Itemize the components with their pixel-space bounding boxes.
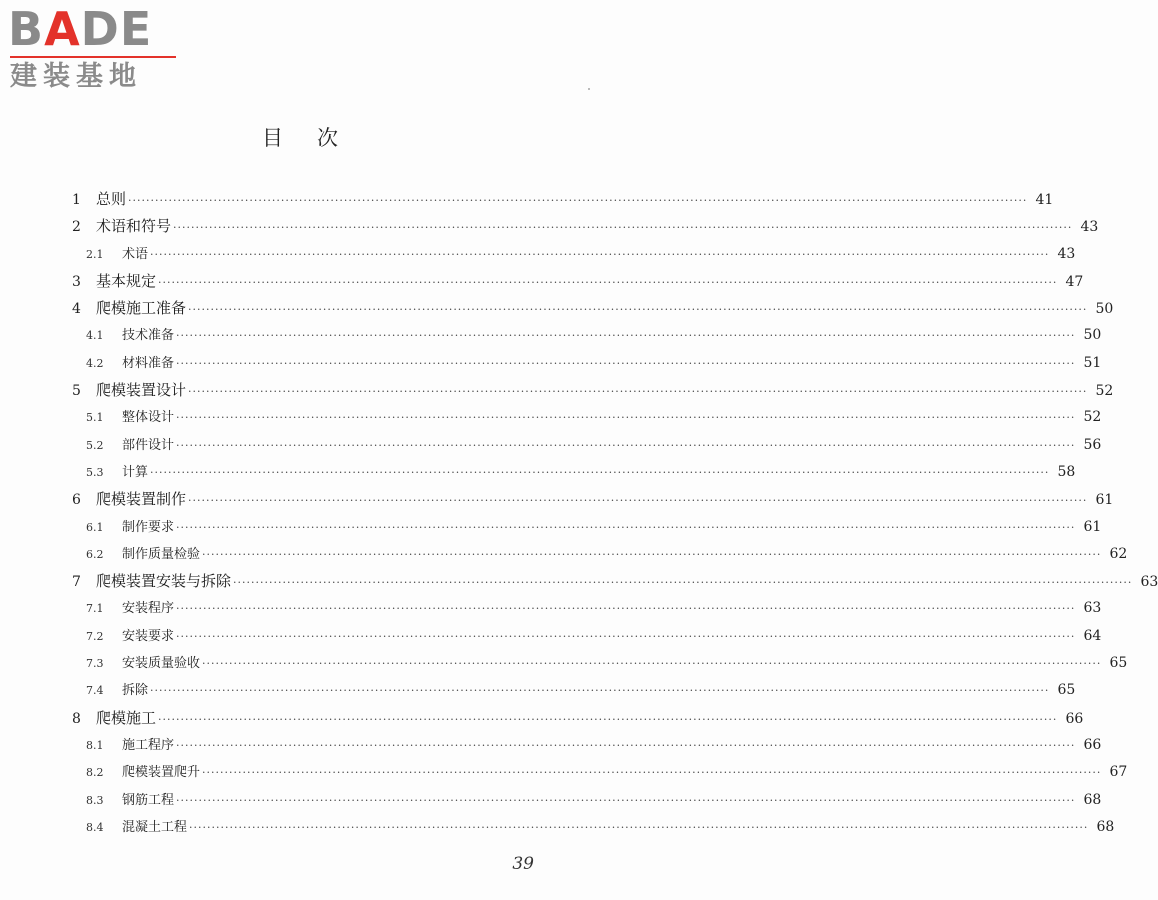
toc-entry-number: 5 (72, 383, 81, 400)
page-number: 39 (512, 854, 534, 874)
toc-leader-dots: ········································································································································································································ (202, 766, 1102, 780)
toc-entry (72, 734, 1102, 761)
toc-entry (72, 543, 1128, 570)
toc-entry-number: 7.3 (86, 657, 104, 671)
toc-entry-page: 65 (1109, 655, 1128, 672)
toc-leader-dots: ········································································································································································································ (150, 684, 1050, 698)
toc-leader-dots: ········································································································································································································ (176, 329, 1076, 343)
toc-entry-page: 52 (1095, 383, 1114, 400)
toc-entry (72, 789, 1102, 816)
toc-entry (72, 243, 1076, 270)
toc-entry (72, 324, 1102, 351)
toc-entry-title: 爬模装置爬升 (122, 765, 201, 781)
toc-entry-page: 50 (1083, 327, 1102, 344)
toc-entry-number: 7 (72, 574, 81, 591)
toc-entry (72, 625, 1102, 652)
toc-leader-dots: ········································································································································································································ (176, 411, 1076, 425)
toc-entry-title: 整体设计 (122, 410, 175, 426)
toc-entry-page: 63 (1083, 600, 1102, 617)
toc-leader-dots: ········································································································································································································ (150, 247, 1050, 261)
toc-entry (72, 379, 1114, 406)
toc-entry-page: 63 (1140, 574, 1158, 591)
toc-entry-number: 6 (72, 492, 81, 509)
toc-entry-number: 3 (72, 273, 81, 290)
toc-entry-title: 制作要求 (122, 519, 175, 535)
toc-entry (72, 461, 1076, 488)
toc-entry-number: 7.4 (86, 684, 104, 698)
toc-entry-number: 5.1 (86, 411, 104, 425)
toc-entry-title: 爬模施工 (96, 708, 157, 727)
toc-entry (72, 297, 1114, 324)
logo-subtitle: 建装基地 (10, 61, 142, 92)
toc-entry-page: 64 (1083, 627, 1102, 644)
toc-entry (72, 188, 1054, 215)
toc-entry-page: 51 (1083, 354, 1102, 371)
logo-rule (10, 56, 176, 58)
toc-leader-dots: ········································································································································································································ (173, 221, 1073, 235)
toc-entry-page: 61 (1083, 518, 1102, 535)
toc-entry-page: 58 (1057, 463, 1076, 480)
toc-entry (72, 679, 1076, 706)
toc-entry-number: 4.1 (86, 329, 104, 343)
toc-entry-number: 5.3 (86, 465, 104, 479)
toc-entry-number: 8.4 (86, 820, 104, 834)
toc-entry-title: 计算 (122, 464, 149, 480)
toc-entry-page: 68 (1096, 818, 1115, 835)
toc-entry (72, 406, 1102, 433)
toc-entry-page: 62 (1109, 545, 1128, 562)
toc-entry-title: 技术准备 (122, 328, 175, 344)
toc-leader-dots: ········································································································································································································ (176, 356, 1076, 370)
toc-entry (72, 516, 1102, 543)
toc-entry-page: 50 (1095, 301, 1114, 318)
toc-entry (72, 761, 1128, 788)
toc-entry (72, 215, 1099, 242)
toc-leader-dots: ········································································································································································································ (202, 657, 1102, 671)
logo-accent-letter: A (44, 2, 81, 56)
toc-leader-dots: ········································································································································································································ (176, 602, 1076, 616)
toc-leader-dots: ········································································································································································································ (176, 438, 1076, 452)
toc-entry-number: 4.2 (86, 356, 104, 370)
toc-entry (72, 488, 1114, 515)
toc-entry-page: 61 (1095, 492, 1114, 509)
toc-entry-number: 8.2 (86, 766, 104, 780)
toc-leader-dots: ········································································································································································································ (158, 275, 1058, 289)
toc-entry-title: 材料准备 (122, 355, 175, 371)
scan-mark (588, 88, 590, 90)
toc-entry-title: 爬模施工准备 (96, 299, 187, 318)
toc-entry-page: 56 (1083, 436, 1102, 453)
toc-entry-page: 43 (1057, 245, 1076, 262)
toc-leader-dots: ········································································································································································································ (176, 629, 1076, 643)
toc-entry-page: 65 (1057, 682, 1076, 699)
logo-wordmark: BADE (8, 2, 153, 56)
toc-entry-number: 8.1 (86, 738, 104, 752)
bade-logo (8, 4, 178, 94)
toc-leader-dots: ········································································································································································································ (176, 793, 1076, 807)
toc-leader-dots: ········································································································································································································ (188, 494, 1088, 508)
toc-leader-dots: ········································································································································································································ (128, 194, 1028, 207)
toc-leader-dots: ········································································································································································································ (176, 738, 1076, 752)
toc-entry-title: 术语和符号 (96, 217, 172, 236)
toc-leader-dots: ········································································································································································································ (158, 712, 1058, 726)
toc-entry-number: 2.1 (86, 247, 104, 261)
toc-entry-title: 混凝土工程 (122, 819, 188, 835)
toc-entry-number: 7.1 (86, 602, 104, 616)
toc-entry-title: 安装质量验收 (122, 656, 201, 672)
toc-entry-page: 43 (1080, 219, 1099, 236)
toc-leader-dots: ········································································································································································································ (150, 465, 1050, 479)
toc-entry-title: 总则 (96, 190, 127, 208)
toc-entry (72, 597, 1102, 624)
toc-entry-title: 钢筋工程 (122, 792, 175, 808)
toc-entry-title: 术语 (122, 246, 149, 262)
toc-entry-page: 68 (1083, 791, 1102, 808)
toc-entry-title: 拆除 (122, 683, 149, 699)
toc-entry-number: 7.2 (86, 629, 104, 643)
toc-entry-title: 爬模装置制作 (96, 490, 187, 509)
toc-entry (72, 270, 1084, 297)
toc-entry-title: 施工程序 (122, 737, 175, 753)
toc-entry (72, 816, 1115, 843)
toc-entry-title: 爬模装置设计 (96, 381, 187, 400)
toc-entry-number: 6.1 (86, 520, 104, 534)
toc-entry (72, 570, 1158, 597)
toc-leader-dots: ········································································································································································································ (189, 820, 1089, 834)
toc-entry-title: 制作质量检验 (122, 546, 201, 562)
toc-entry-title: 安装要求 (122, 628, 175, 644)
toc-entry-title: 部件设计 (122, 437, 175, 453)
toc-entry-number: 8.3 (86, 793, 104, 807)
toc-entry (72, 434, 1102, 461)
toc-entry-page: 66 (1083, 736, 1102, 753)
toc-entry-title: 基本规定 (96, 271, 157, 290)
toc-entry-page: 66 (1065, 710, 1084, 727)
toc-leader-dots: ········································································································································································································ (202, 547, 1102, 561)
toc-entry (72, 352, 1102, 379)
toc-entry-number: 1 (72, 192, 81, 208)
toc-leader-dots: ········································································································································································································ (233, 576, 1133, 590)
toc-entry-title: 安装程序 (122, 601, 175, 617)
toc-leader-dots: ········································································································································································································ (188, 303, 1088, 317)
toc-entry (72, 652, 1128, 679)
toc-entry-page: 41 (1035, 192, 1054, 208)
toc-leader-dots: ········································································································································································································ (188, 385, 1088, 399)
toc-entry-number: 4 (72, 301, 81, 318)
toc-entry-page: 67 (1109, 764, 1128, 781)
toc-entry-title: 爬模装置安装与拆除 (96, 572, 232, 591)
table-of-contents (72, 188, 1158, 843)
toc-leader-dots: ········································································································································································································ (176, 520, 1076, 534)
toc-entry-number: 6.2 (86, 547, 104, 561)
toc-entry-number: 2 (72, 219, 81, 236)
toc-entry (72, 707, 1084, 734)
page-title: 目次 (262, 126, 372, 150)
toc-entry-page: 52 (1083, 409, 1102, 426)
toc-entry-number: 5.2 (86, 438, 104, 452)
toc-entry-number: 8 (72, 710, 81, 727)
toc-entry-page: 47 (1065, 273, 1084, 290)
